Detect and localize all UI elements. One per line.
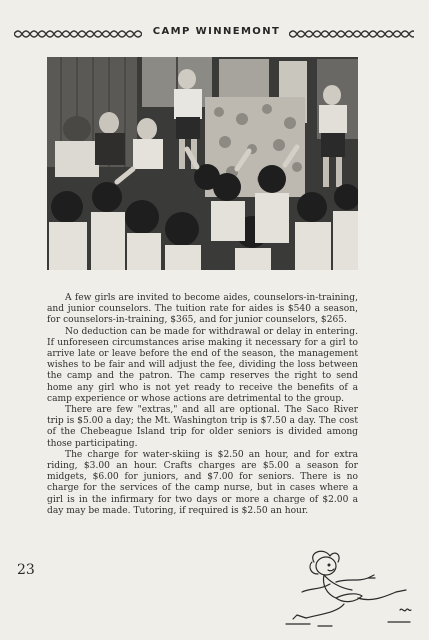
paragraph-charges: The charge for water-skiing is $2.50 an hour, and for extra riding, $3.00 an hour. Crafts charges are $5.00 a season for midgets, $6.00 for juniors, and $7.00 for seniors. There is no charge for the services of the camp nurse, but in cases where a girl is in the infirmary for two days or more a charge of $2.00 a day may be made. Tutoring, if required is $2.50 an hour.	[47, 449, 358, 516]
running-girl-sketch-icon	[278, 548, 416, 628]
campers-photo	[47, 57, 358, 270]
page-header	[14, 24, 414, 44]
wave-ornament-left-icon	[14, 27, 142, 41]
page-number: 23	[17, 562, 35, 578]
body-text	[47, 293, 358, 517]
page-title: CAMP WINNEMONT	[152, 26, 281, 37]
paragraph-withdrawal-policy: No deduction can be made for withdrawal or delay in entering. If unforeseen circumstances arise making it necessary for a girl to arrive late or leave before the end of the season, the management wishes to be fair and will adjust the fee, dividing the loss between the camp and the patron. The camp reserves the right to send home any girl who is not yet ready to receive the benefits of a camp experience or whose actions are detrimental to the group.	[47, 326, 358, 404]
wave-ornament-right-icon	[289, 27, 414, 41]
campers-photo-illustration	[47, 57, 358, 270]
paragraph-aides-rates: A few girls are invited to become aides, counselors-in-training, and junior counselors. The tuition rate for aides is $540 a season, for counselors-in-training, $365, and for junior counselors, $265.	[47, 293, 358, 326]
paragraph-extras: There are few "extras," and all are optional. The Saco River trip is $5.00 a day; the Mt. Washington trip is $7.50 a day. The cost of the Chebeague Island trip for older seniors is divided among those participating.	[47, 405, 358, 449]
